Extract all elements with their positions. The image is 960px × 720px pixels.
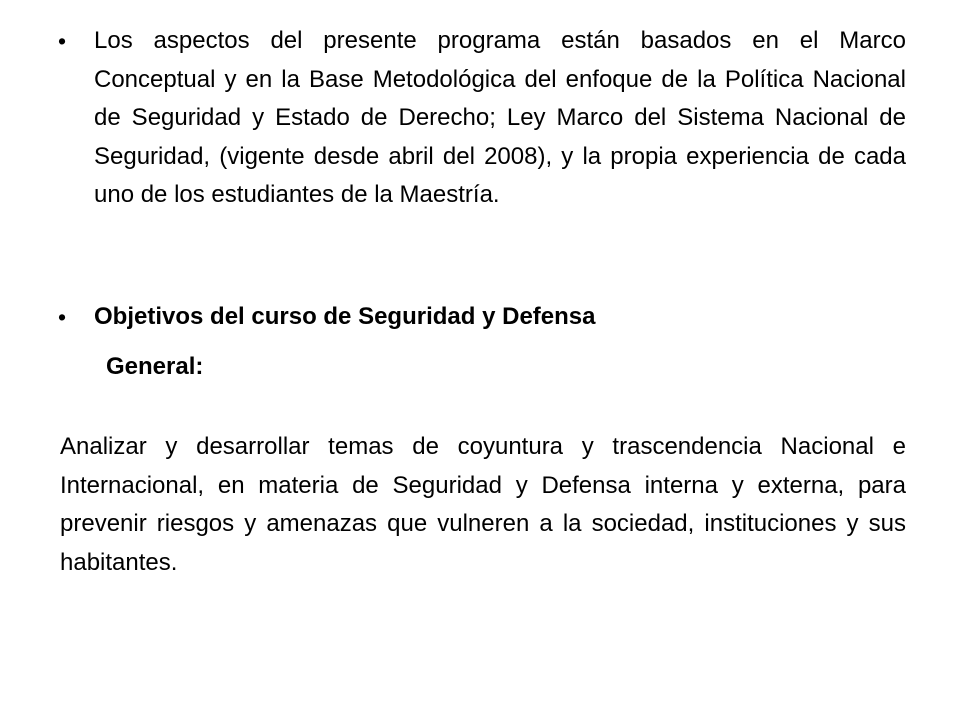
general-objective-paragraph: Analizar y desarrollar temas de coyuntura y trascendencia Nacional e Internacional, en materia de Seguridad y Defensa interna y externa, para prevenir riesgos y amenazas que vulneren a la sociedad, instituciones y sus habitantes.	[60, 433, 906, 576]
objectives-heading: Objetivos del curso de Seguridad y Defensa	[94, 303, 596, 330]
bullet-text-program-basis: Los aspectos del presente programa están basados en el Marco Conceptual y en la Base Metodológica del enfoque de la Política Nacional de Seguridad y Estado de Derecho; Ley Marco del Sistema Nacional de Seguridad, (vigente desde abril del 2008), y la propia experiencia de cada uno de los estudiantes de la Maestría.	[94, 27, 906, 208]
bullet-item-objectives-heading	[58, 298, 906, 337]
bullet-marker: •	[58, 304, 67, 330]
bullet-marker: •	[58, 28, 67, 54]
general-objective-label: General:	[106, 353, 204, 380]
bullet-item-program-basis	[58, 22, 906, 215]
